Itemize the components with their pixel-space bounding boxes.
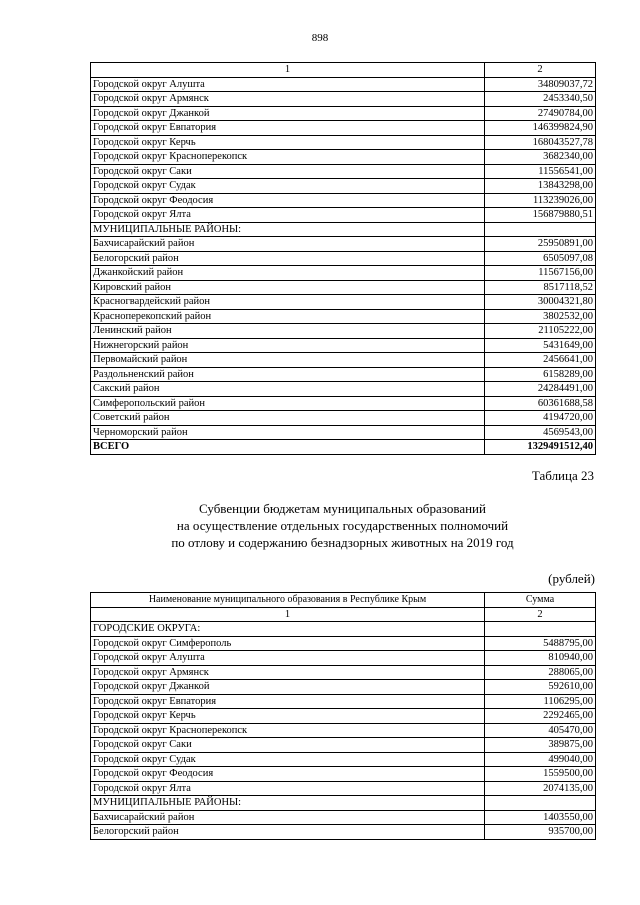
title-line: на осуществление отдельных государственных полномочий — [176, 518, 509, 533]
row-name: Бахчисарайский район — [91, 810, 485, 825]
table-row — [91, 382, 596, 397]
page-number: 898 — [311, 32, 329, 44]
row-value: 146399824,90 — [485, 121, 596, 136]
row-name: Черноморский район — [91, 425, 485, 440]
allocation-table — [90, 62, 596, 455]
row-name: Городской округ Феодосия — [91, 767, 485, 782]
row-value: 60361688,58 — [485, 396, 596, 411]
row-name: Джанкойский район — [91, 266, 485, 281]
row-value: 499040,00 — [485, 752, 596, 767]
table-row — [91, 77, 596, 92]
table-row — [91, 324, 596, 339]
row-value: 6158289,00 — [485, 367, 596, 382]
table-row — [91, 622, 596, 637]
table-row — [91, 367, 596, 382]
table-row — [91, 796, 596, 811]
table-row — [91, 425, 596, 440]
column-header: Наименование муниципального образования в Республике Крым — [91, 593, 485, 608]
column-number: 1 — [91, 607, 485, 622]
table-row — [91, 237, 596, 252]
row-name: Кировский район — [91, 280, 485, 295]
row-name: Городской округ Судак — [91, 179, 485, 194]
row-name: Городской округ Джанкой — [91, 106, 485, 121]
table-row — [91, 338, 596, 353]
row-value: 4569543,00 — [485, 425, 596, 440]
row-name: Городской округ Керчь — [91, 709, 485, 724]
column-number: 2 — [485, 63, 596, 78]
column-number-row — [91, 607, 596, 622]
column-header: Сумма — [485, 593, 596, 608]
table-row — [91, 92, 596, 107]
row-value: 11556541,00 — [485, 164, 596, 179]
header-row — [91, 593, 596, 608]
table-title — [90, 500, 595, 551]
table-row — [91, 150, 596, 165]
row-name: Бахчисарайский район — [91, 237, 485, 252]
row-value: 25950891,00 — [485, 237, 596, 252]
row-value: 13843298,00 — [485, 179, 596, 194]
row-value: 1559500,00 — [485, 767, 596, 782]
row-value: 5488795,00 — [485, 636, 596, 651]
table-row — [91, 309, 596, 324]
row-value: 113239026,00 — [485, 193, 596, 208]
row-value: 3682340,00 — [485, 150, 596, 165]
row-name: Нижнегорский район — [91, 338, 485, 353]
row-value: 592610,00 — [485, 680, 596, 695]
row-name: Городской округ Джанкой — [91, 680, 485, 695]
row-value: 5431649,00 — [485, 338, 596, 353]
table-row — [91, 266, 596, 281]
row-name: Красноперекопский район — [91, 309, 485, 324]
row-value: 1329491512,40 — [485, 440, 596, 455]
table-row — [91, 680, 596, 695]
column-number: 1 — [91, 63, 485, 78]
table-row — [91, 825, 596, 840]
row-name: ГОРОДСКИЕ ОКРУГА: — [91, 622, 485, 637]
table-row — [91, 280, 596, 295]
row-name: Городской округ Ялта — [91, 781, 485, 796]
unit-label: (рублей) — [548, 571, 595, 586]
column-number-row — [91, 63, 596, 78]
table-row — [91, 164, 596, 179]
table-row — [91, 665, 596, 680]
row-name: Городской округ Ялта — [91, 208, 485, 223]
table-row — [91, 738, 596, 753]
row-value — [485, 796, 596, 811]
row-name: Городской округ Евпатория — [91, 694, 485, 709]
row-name: Симферопольский район — [91, 396, 485, 411]
row-value: 2453340,50 — [485, 92, 596, 107]
table-row — [91, 709, 596, 724]
table-number: Таблица 23 — [531, 468, 594, 483]
row-name: Первомайский район — [91, 353, 485, 368]
row-name: Городской округ Армянск — [91, 665, 485, 680]
row-name: Городской округ Красноперекопск — [91, 150, 485, 165]
row-value: 4194720,00 — [485, 411, 596, 426]
table-row — [91, 121, 596, 136]
row-value: 2456641,00 — [485, 353, 596, 368]
row-value: 24284491,00 — [485, 382, 596, 397]
row-value: 1106295,00 — [485, 694, 596, 709]
row-value: 34809037,72 — [485, 77, 596, 92]
subvention-table — [90, 592, 596, 840]
row-value: 935700,00 — [485, 825, 596, 840]
row-value — [485, 222, 596, 237]
table-row — [91, 106, 596, 121]
title-line: по отлову и содержанию безнадзорных животных на 2019 год — [171, 535, 514, 550]
table-row — [91, 396, 596, 411]
row-value: 30004321,80 — [485, 295, 596, 310]
row-name: Белогорский район — [91, 251, 485, 266]
row-value: 156879880,51 — [485, 208, 596, 223]
row-name: Советский район — [91, 411, 485, 426]
row-value: 27490784,00 — [485, 106, 596, 121]
row-value: 288065,00 — [485, 665, 596, 680]
table-row — [91, 179, 596, 194]
row-name: Ленинский район — [91, 324, 485, 339]
table-row — [91, 193, 596, 208]
table-row — [91, 752, 596, 767]
table-row — [91, 353, 596, 368]
row-value: 11567156,00 — [485, 266, 596, 281]
row-value: 389875,00 — [485, 738, 596, 753]
column-number: 2 — [485, 607, 596, 622]
row-value: 1403550,00 — [485, 810, 596, 825]
row-value: 810940,00 — [485, 651, 596, 666]
table-row — [91, 781, 596, 796]
row-name: Городской округ Красноперекопск — [91, 723, 485, 738]
table-row — [91, 208, 596, 223]
row-name: Городской округ Армянск — [91, 92, 485, 107]
row-value: 6505097,08 — [485, 251, 596, 266]
table-row — [91, 251, 596, 266]
table-row — [91, 723, 596, 738]
row-value: 405470,00 — [485, 723, 596, 738]
row-name: Белогорский район — [91, 825, 485, 840]
row-name: Городской округ Саки — [91, 164, 485, 179]
row-name: Городской округ Судак — [91, 752, 485, 767]
row-value: 168043527,78 — [485, 135, 596, 150]
row-value: 8517118,52 — [485, 280, 596, 295]
table-row — [91, 651, 596, 666]
row-name: Городской округ Керчь — [91, 135, 485, 150]
table-row — [91, 222, 596, 237]
table-row — [91, 810, 596, 825]
table-row — [91, 636, 596, 651]
row-name: ВСЕГО — [91, 440, 485, 455]
row-name: Красногвардейский район — [91, 295, 485, 310]
row-value: 3802532,00 — [485, 309, 596, 324]
row-name: Раздольненский район — [91, 367, 485, 382]
row-value: 2074135,00 — [485, 781, 596, 796]
row-name: МУНИЦИПАЛЬНЫЕ РАЙОНЫ: — [91, 796, 485, 811]
row-name: Сакский район — [91, 382, 485, 397]
table-row — [91, 135, 596, 150]
total-row — [91, 440, 596, 455]
title-line: Субвенции бюджетам муниципальных образований — [199, 501, 486, 516]
row-value: 21105222,00 — [485, 324, 596, 339]
row-name: МУНИЦИПАЛЬНЫЕ РАЙОНЫ: — [91, 222, 485, 237]
row-name: Городской округ Феодосия — [91, 193, 485, 208]
row-name: Городской округ Алушта — [91, 651, 485, 666]
row-name: Городской округ Алушта — [91, 77, 485, 92]
row-name: Городской округ Саки — [91, 738, 485, 753]
table-row — [91, 694, 596, 709]
table-row — [91, 295, 596, 310]
table-row — [91, 767, 596, 782]
table-row — [91, 411, 596, 426]
row-name: Городской округ Евпатория — [91, 121, 485, 136]
row-name: Городской округ Симферополь — [91, 636, 485, 651]
row-value: 2292465,00 — [485, 709, 596, 724]
row-value — [485, 622, 596, 637]
